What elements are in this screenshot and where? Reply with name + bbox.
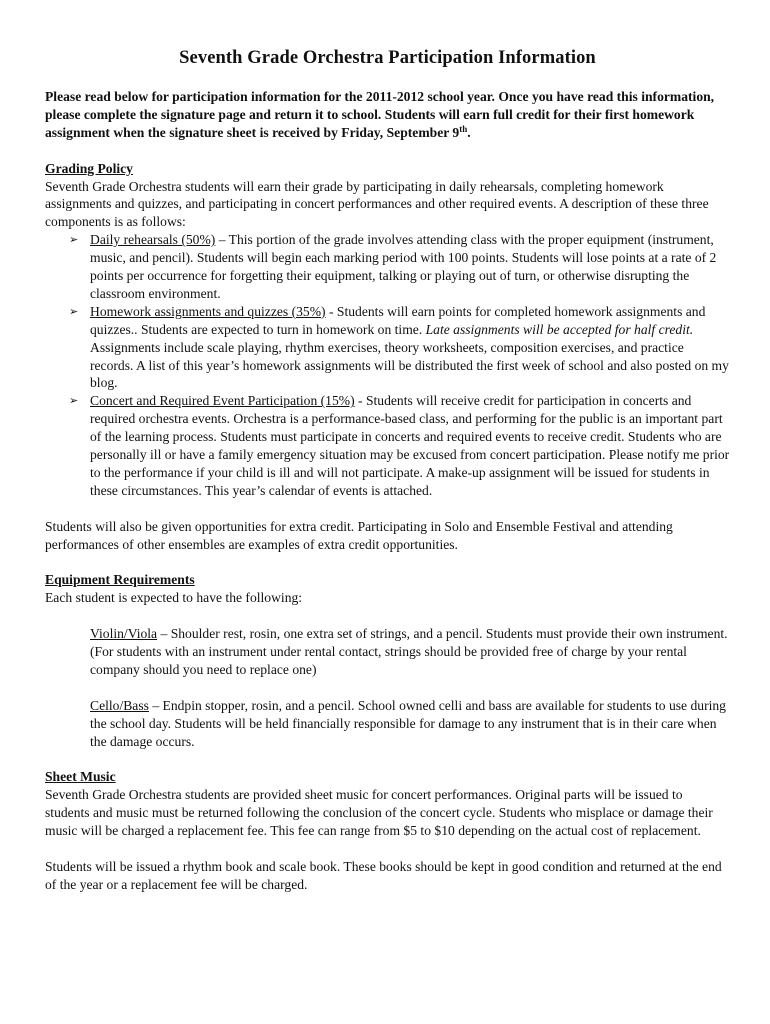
- violin-viola-text: – Shoulder rest, rosin, one extra set of strings, and a pencil. Students must provide their own instrument. (For students with an instrument under rental contact, strings should be provided free of charge by your rental company should you need to replace one): [90, 626, 728, 677]
- grading-policy-paragraph: Seventh Grade Orchestra students will earn their grade by participating in daily rehearsals, completing homework assignments and quizzes, and participating in concert performances and other required events. A description of these three components is as follows:: [45, 178, 709, 230]
- homework-text-continued: Assignments include scale playing, rhythm exercises, theory worksheets, composition exercises, and practice records. A list of this year’s homework assignments will be distributed the first week of school and also posted on my blog.: [90, 339, 729, 391]
- violin-viola-label: Violin/Viola: [90, 626, 158, 642]
- daily-rehearsals-label: Daily rehearsals (50%): [90, 232, 216, 248]
- equipment-heading: Equipment Requirements: [45, 572, 195, 588]
- homework-text: - Students will earn points for completed homework assignments and quizzes.. Students are expected to turn in homework on time.: [90, 303, 706, 337]
- list-item: [45, 392, 730, 499]
- concert-participation-label: Concert and Required Event Participation (15%): [90, 393, 355, 409]
- intro-paragraph: [45, 88, 730, 142]
- cello-bass-label: Cello/Bass: [90, 697, 149, 713]
- extra-credit-paragraph: Students will also be given opportunities for extra credit. Participating in Solo and Ensemble Festival and attending performances of other ensembles are examples of extra credit opportunities.: [45, 518, 673, 552]
- equipment-paragraph: Each student is expected to have the following:: [45, 590, 303, 606]
- sheet-music-heading: Sheet Music: [45, 769, 116, 785]
- violin-viola-paragraph: [90, 625, 730, 679]
- cello-bass-paragraph: [90, 697, 730, 751]
- intro-end: .: [467, 124, 471, 140]
- arrow-bullet-icon: ➢: [69, 233, 79, 247]
- arrow-bullet-icon: ➢: [69, 394, 79, 408]
- list-item: [45, 303, 730, 393]
- grading-policy-heading: Grading Policy: [45, 160, 133, 176]
- arrow-bullet-icon: ➢: [69, 304, 79, 318]
- cello-bass-text: – Endpin stopper, rosin, and a pencil. School owned celli and bass are available for students to use during the school day. Students will be held financially responsible for damage to any instrument that is in their care when the damage occurs.: [90, 697, 726, 749]
- sheet-music-paragraph: Seventh Grade Orchestra students are provided sheet music for concert performances. Original parts will be issued to students and music must be returned following the conclusion of the concert cycle. Students who misplace or damage their music will be charged a replacement fee. This fee can range from $5 to $10 depending on the actual cost of replacement.: [45, 787, 713, 839]
- intro-text: Please read below for participation information for the 2011-2012 school year. Once you have read this information, please complete the signature page and return it to school. Students will earn full credit for their first homework assignment when the signature sheet is received by Friday, September 9: [45, 89, 715, 140]
- homework-label: Homework assignments and quizzes (35%): [90, 303, 326, 319]
- page-title: Seventh Grade Orchestra Participation Information: [179, 48, 596, 68]
- grading-components-list: [45, 231, 730, 500]
- concert-participation-text: - Students will receive credit for participation in concerts and required orchestra events. Orchestra is a performance-based class, and performing for the public is an important part of the learning process. Students must participate in concerts and required events to receive credit. Students who are personally ill or have a family emergency situation may be excused from concert participation. Please notify me prior to the performance if your child is ill and will not participate. A make-up assignment will be issued for students in these circumstances. This year’s calendar of events is attached.: [90, 393, 730, 498]
- intro-superscript: th: [459, 123, 468, 134]
- daily-rehearsals-text: – This portion of the grade involves attending class with the proper equipment (instrument, music, and pencil). Students will begin each marking period with 100 points. Students will lose points at a rate of 2 points per occurrence for forgetting their equipment, talking or playing out of turn, or otherwise disrupting the classroom environment.: [90, 232, 717, 301]
- homework-late-note: Late assignments will be accepted for half credit.: [425, 321, 694, 337]
- books-paragraph: Students will be issued a rhythm book and scale book. These books should be kept in good condition and returned at the end of the year or a replacement fee will be charged.: [45, 858, 722, 892]
- list-item: [45, 231, 730, 303]
